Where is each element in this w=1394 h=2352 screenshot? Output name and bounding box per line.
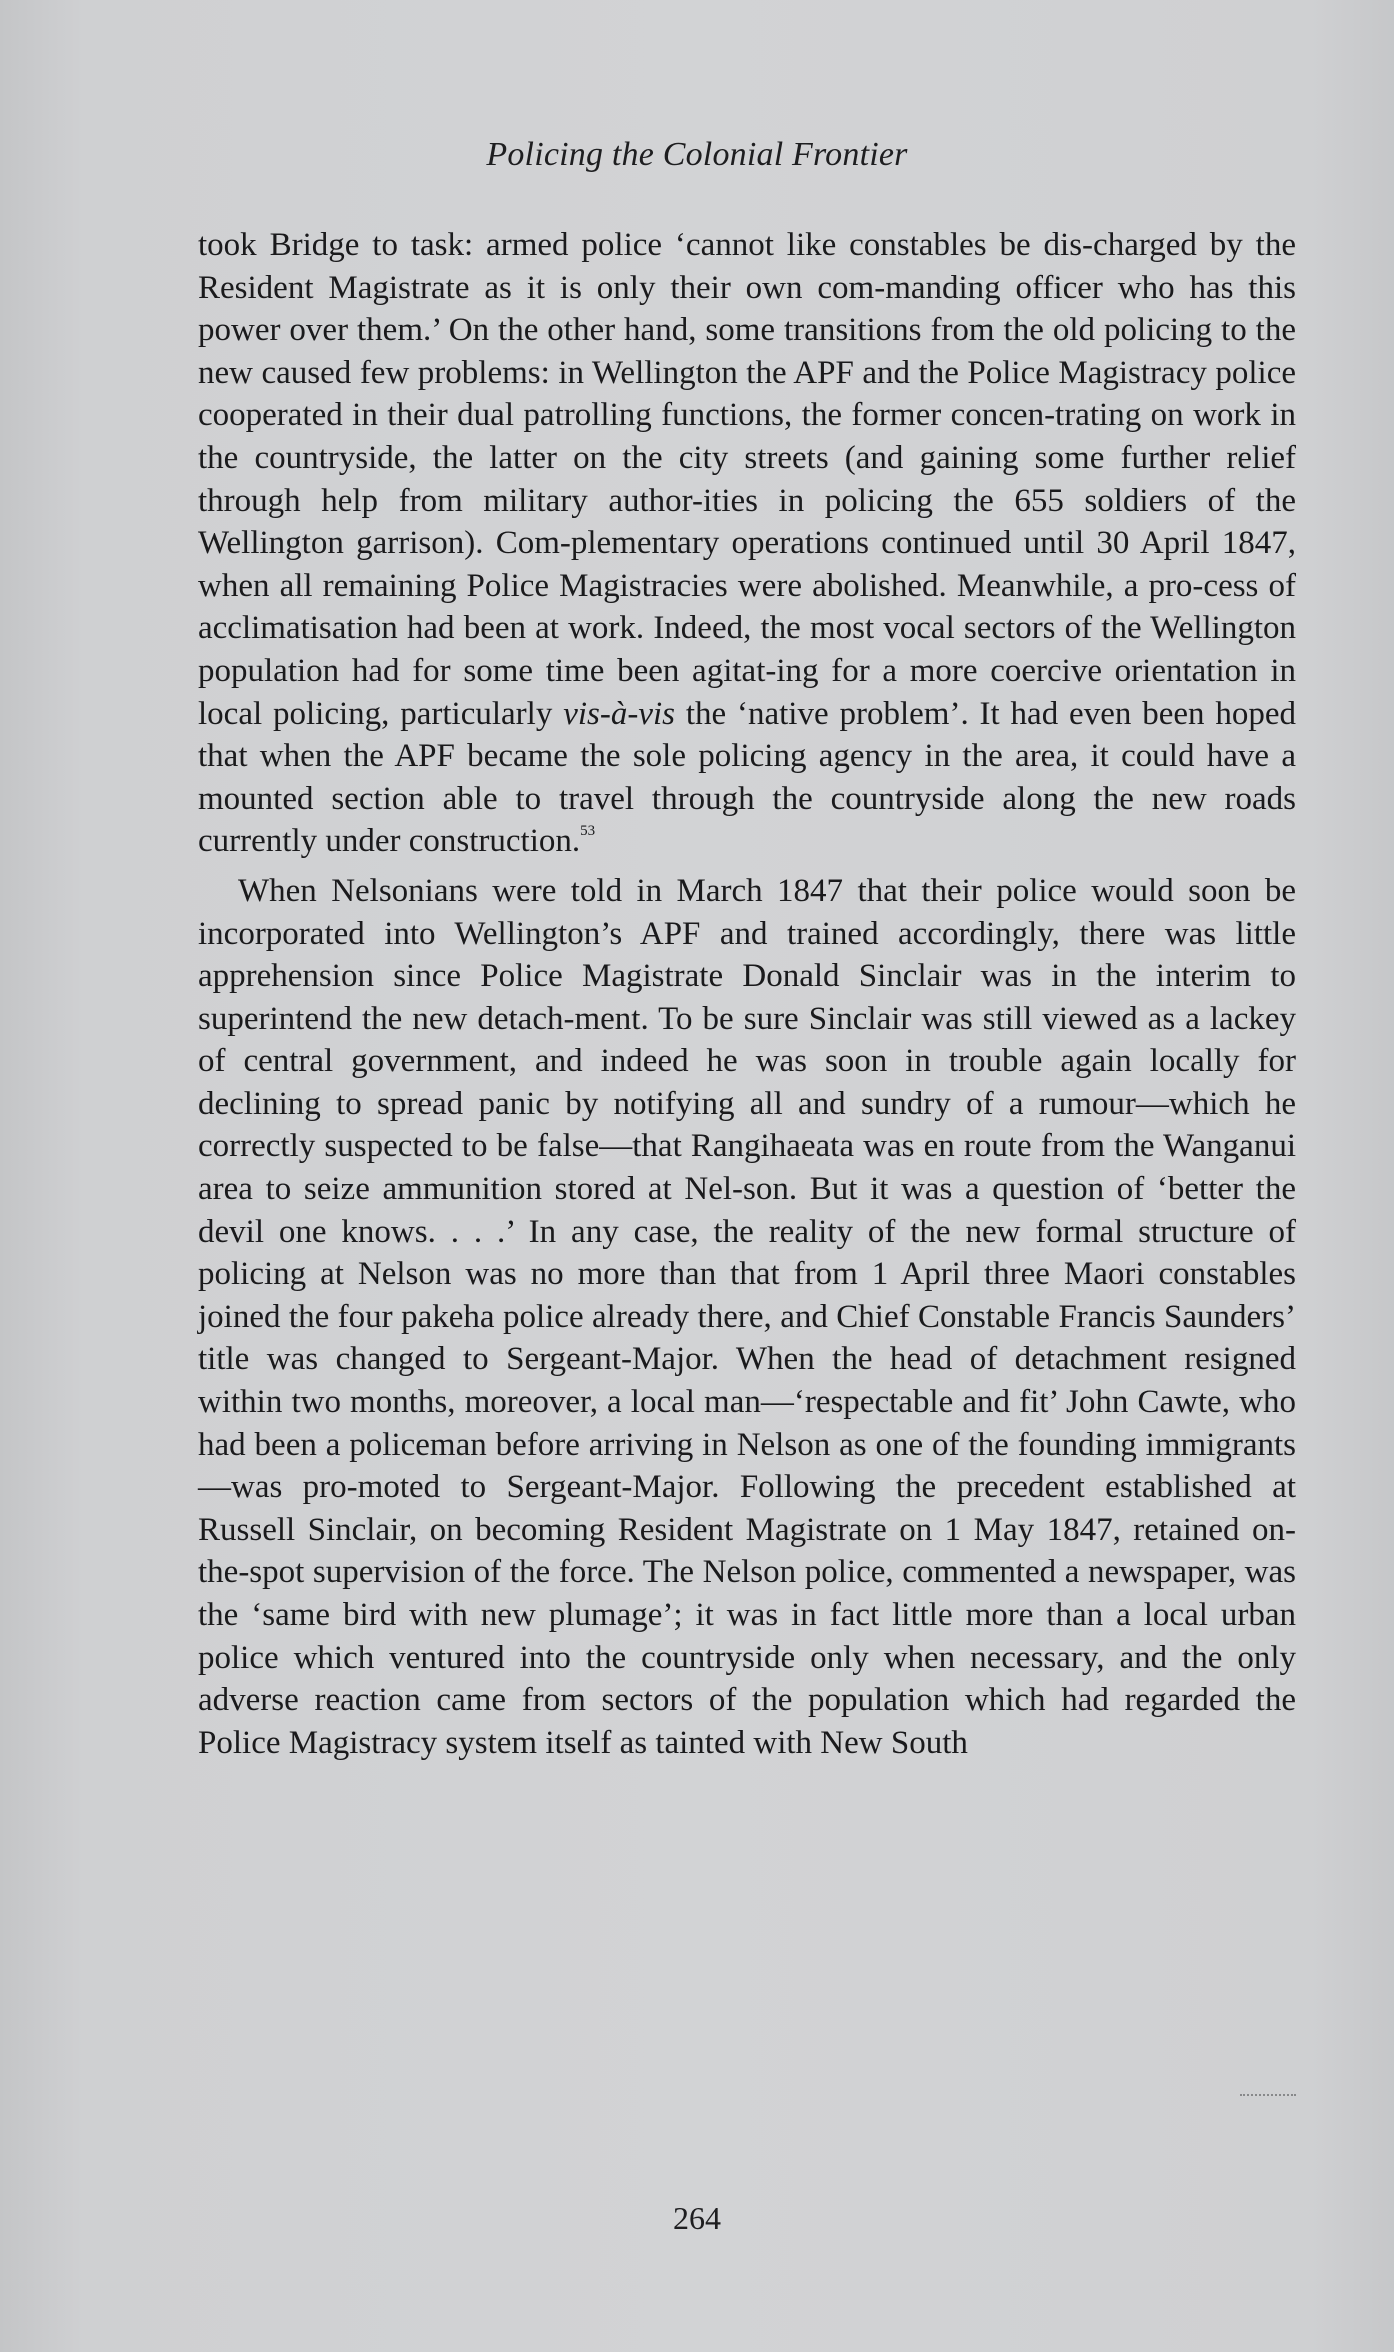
paragraph-1-text-b: the ‘native problem’. It had even been hoped that when the APF became the sole policing agency in the area, it could have a mounted section able to travel through the countryside along the new roads currently under construction. — [198, 695, 1296, 860]
paragraph-1-text-a: took Bridge to task: armed police ‘cannot like constables be dis-charged by the Resident Magistrate as it is only their own com-manding officer who has this power over them.’ On the other hand, some transitions from the old policing to the new caused few problems: in Wellington the APF and the Police Magistracy police cooperated in their dual patrolling functions, the former concen-trating on work in the countryside, the latter on the city streets (and gaining some further relief through help from military author-ities in policing the 655 soldiers of the Wellington garrison). Com-plementary operations continued until 30 April 1847, when all remaining Police Magistracies were abolished. Meanwhile, a pro-cess of acclimatisation had been at work. Indeed, the most vocal sectors of the Wellington population had for some time been agitat-ing for a more coercive orientation in local policing, particularly — [198, 227, 1296, 732]
paragraph-1 — [198, 224, 1296, 863]
paragraph-2: When Nelsonians were told in March 1847 that their police would soon be incorporated into Wellington’s APF and trained accordingly, there was little apprehension since Police Magistrate Donald Sinclair was in the interim to superintend the new detach-ment. To be sure Sinclair was still viewed as a lackey of central government, and indeed he was soon in trouble again locally for declining to spread panic by notifying all and sundry of a rumour—which he correctly suspected to be false—that Rangihaeata was en route from the Wanganui area to seize ammunition stored at Nel-son. But it was a question of ‘better the devil one knows. . . .’ In any case, the reality of the new formal structure of policing at Nelson was no more than that from 1 April three Maori constables joined the four pakeha police already there, and Chief Constable Francis Saunders’ title was changed to Sergeant-Major. When the head of detachment resigned within two months, moreover, a local man—‘respectable and fit’ John Cawte, who had been a policeman before arriving in Nelson as one of the founding immigrants—was pro-moted to Sergeant-Major. Following the precedent established at Russell Sinclair, on becoming Resident Magistrate on 1 May 1847, retained on-the-spot supervision of the force. The Nelson police, commented a newspaper, was the ‘same bird with new plumage’; it was in fact little more than a local urban police which ventured into the countryside only when necessary, and the only adverse reaction came from sectors of the population which had regarded the Police Magistracy system itself as tainted with New South — [198, 872, 1296, 1761]
running-head: Policing the Colonial Frontier — [486, 136, 908, 173]
scan-artifact-mark — [1240, 2094, 1296, 2098]
page-number: 264 — [673, 2200, 721, 2236]
body-text — [198, 224, 1296, 1764]
paragraph-1-italic-phrase: vis-à-vis — [563, 695, 675, 732]
footnote-marker: 53 — [580, 823, 596, 840]
